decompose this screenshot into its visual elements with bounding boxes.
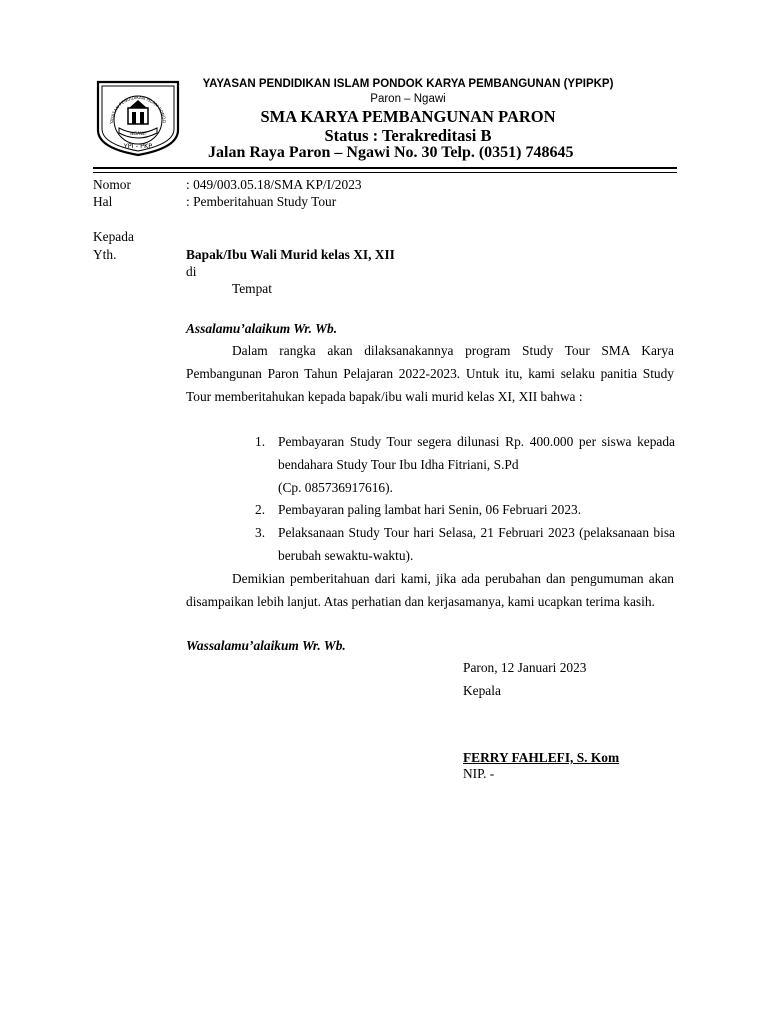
intro-text: Dalam rangka akan dilaksanakannya program Study Tour SMA Karya Pembangunan Paron Tahun Pelajaran 2022-2023. Untuk itu, kami selaku panitia Study Tour memberitahukan kepada bapak/ibu wali murid kelas XI, XII bahwa :: [186, 343, 674, 404]
hal-value: : Pemberitahuan Study Tour: [186, 194, 337, 209]
school-logo: [93, 78, 183, 158]
foundation-name: YAYASAN PENDIDIKAN ISLAM PONDOK KARYA PEMBANGUNAN (YPIPKP): [202, 78, 614, 90]
nomor-label: Nomor: [93, 177, 131, 192]
list-number: 3.: [255, 525, 266, 541]
logo-banner-text: NGAWI: [130, 132, 146, 137]
recipient-place: Tempat: [232, 281, 272, 296]
list-text: Pembayaran paling lambat hari Senin, 06 Februari 2023.: [278, 502, 582, 518]
logo-caption: YPI - PKP: [123, 142, 153, 150]
closing-paragraph: [186, 568, 674, 614]
list-extra: (Cp. 085736917616).: [278, 479, 393, 495]
greeting: Assalamu’alaikum Wr. Wb.: [186, 321, 338, 336]
logo-arc-text: YAYASAN PENDIDIKAN ISLAM PONDO: [108, 94, 168, 125]
list-item: [255, 522, 675, 568]
school-address: Jalan Raya Paron – Ngawi No. 30 Telp. (0351) 748645: [208, 144, 574, 161]
intro-paragraph: [186, 340, 674, 408]
signer-position: Kepala: [463, 683, 501, 698]
list-item: [255, 431, 675, 499]
recipient-name: Bapak/Ibu Wali Murid kelas XI, XII: [186, 247, 395, 262]
yth-label: Yth.: [93, 247, 117, 262]
farewell: Wassalamu’alaikum Wr. Wb.: [186, 638, 346, 653]
recipient-di: di: [186, 264, 197, 279]
accreditation-status: Status : Terakreditasi B: [324, 126, 492, 145]
school-name: SMA KARYA PEMBANGUNAN PARON: [260, 107, 556, 126]
place-date: Paron, 12 Januari 2023: [463, 660, 587, 675]
instruction-list: [255, 431, 675, 568]
list-item: [255, 499, 675, 522]
header-rule-thick: [93, 167, 677, 169]
hal-label: Hal: [93, 194, 113, 209]
header-rule-thin: [93, 172, 677, 173]
list-text: Pelaksanaan Study Tour hari Selasa, 21 Februari 2023 (pelaksanaan bisa berubah sewaktu-waktu).: [278, 525, 675, 563]
kepada-label: Kepada: [93, 229, 134, 244]
list-number: 1.: [255, 434, 266, 449]
list-number: 2.: [255, 502, 266, 518]
nomor-value: : 049/003.05.18/SMA KP/I/2023: [186, 177, 362, 192]
foundation-location: Paron – Ngawi: [370, 93, 446, 105]
closing-text: Demikian pemberitahuan dari kami, jika ada perubahan dan pengumuman akan disampaikan lebih lanjut. Atas perhatian dan kerjasamanya, kami ucapkan terima kasih.: [186, 571, 674, 609]
signer-name: FERRY FAHLEFI, S. Kom: [463, 750, 620, 765]
signer-nip: NIP. -: [463, 766, 495, 781]
list-text: Pembayaran Study Tour segera dilunasi Rp. 400.000 per siswa kepada bendahara Study Tour Ibu Idha Fitriani, S.Pd: [278, 434, 675, 472]
